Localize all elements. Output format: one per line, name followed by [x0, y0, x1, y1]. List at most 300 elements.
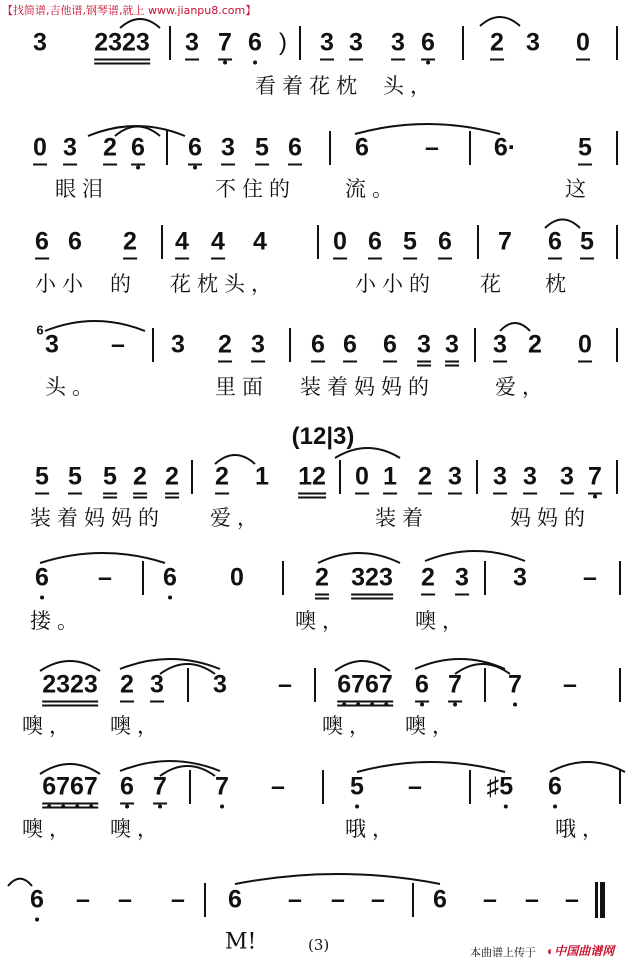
dash: –	[171, 885, 185, 914]
note-digit: 1	[383, 462, 397, 491]
note	[490, 28, 504, 57]
note-digit: 7	[508, 670, 522, 699]
slur	[120, 19, 160, 28]
slur	[335, 661, 390, 671]
dash: –	[98, 563, 112, 592]
dash: –	[525, 885, 539, 914]
note-digit: 2	[528, 330, 542, 359]
barline	[619, 668, 621, 702]
lyric: 装着妈妈的	[30, 506, 165, 530]
slur	[40, 553, 165, 563]
note	[213, 670, 227, 699]
note-digit: 6	[188, 133, 202, 162]
barline	[469, 131, 471, 165]
barline	[166, 131, 168, 165]
note-digit: 3	[445, 330, 459, 359]
note-digit: 6	[35, 227, 49, 256]
barline	[616, 460, 618, 494]
note	[349, 28, 363, 57]
note	[175, 227, 189, 256]
note-digit: 0	[576, 28, 590, 57]
note	[311, 330, 325, 359]
note	[580, 227, 594, 256]
note	[351, 563, 393, 592]
note-digit: 5	[35, 462, 49, 491]
note	[455, 563, 469, 592]
lyric: 眼泪	[55, 177, 109, 201]
dash: –	[331, 885, 345, 914]
note	[248, 28, 262, 57]
note	[433, 885, 447, 914]
note-digit: 2	[123, 227, 137, 256]
note-digit: 1	[298, 462, 312, 491]
note-digit: 3	[33, 28, 47, 57]
note-digit: 3	[493, 330, 507, 359]
note-digit: 1	[255, 462, 269, 491]
dash: –	[483, 885, 497, 914]
note-digit: 7	[215, 772, 229, 801]
slur	[318, 553, 400, 563]
lyric: 哦，	[345, 817, 399, 841]
lyric: 小小	[35, 272, 89, 296]
note-digit: 3	[221, 133, 235, 162]
site-logo	[547, 942, 614, 959]
slur	[355, 124, 500, 134]
note-digit: 3	[560, 462, 574, 491]
note	[355, 462, 369, 491]
note-digit: 6	[42, 772, 57, 801]
note	[35, 563, 49, 592]
dash: –	[408, 772, 422, 801]
note	[120, 772, 134, 801]
barline	[299, 26, 301, 60]
note	[498, 227, 512, 256]
dash: –	[425, 133, 439, 162]
note	[548, 772, 562, 801]
note	[103, 462, 117, 491]
note-digit: 6	[163, 563, 177, 592]
note-digit: 7	[498, 227, 512, 256]
slur	[415, 659, 505, 669]
barline	[477, 225, 479, 259]
note-digit: 3	[185, 28, 199, 57]
note-digit: 7	[378, 670, 393, 699]
note-digit: 6	[343, 330, 357, 359]
dash: –	[271, 772, 285, 801]
note	[493, 462, 507, 491]
note	[415, 670, 429, 699]
note-digit: 7	[56, 772, 70, 801]
note	[448, 670, 462, 699]
note	[94, 28, 150, 57]
note	[418, 462, 432, 491]
note-digit: 4	[175, 227, 189, 256]
note-digit: 2	[103, 133, 117, 162]
lyric: 噢，	[110, 817, 164, 841]
note-digit: 2	[122, 28, 136, 57]
note-digit: 3	[150, 670, 164, 699]
note	[150, 670, 164, 699]
barline	[616, 26, 618, 60]
note	[133, 462, 147, 491]
note	[333, 227, 347, 256]
note	[417, 330, 431, 359]
note-digit: 6	[30, 885, 44, 914]
lyric: 花枕头，	[170, 272, 278, 296]
slur	[357, 762, 505, 772]
note	[368, 227, 382, 256]
barline	[484, 668, 486, 702]
note	[343, 330, 357, 359]
note-digit: 6	[548, 227, 562, 256]
note-digit: 2	[365, 563, 379, 592]
lyric: 搂。	[30, 609, 84, 633]
note	[438, 227, 452, 256]
note-digit: 5	[578, 133, 592, 162]
note	[218, 330, 232, 359]
note	[355, 133, 369, 162]
slur	[160, 766, 215, 776]
dash: –	[565, 885, 579, 914]
note-digit: 6	[120, 772, 134, 801]
barline	[187, 668, 189, 702]
note	[391, 28, 405, 57]
slur	[120, 659, 220, 669]
note-digit: 0	[333, 227, 347, 256]
note-digit: 0	[33, 133, 47, 162]
note-digit: 0	[578, 330, 592, 359]
note-digit: 5	[255, 133, 269, 162]
dash: –	[76, 885, 90, 914]
note	[211, 227, 225, 256]
slur	[40, 661, 100, 671]
lyric: 噢，	[322, 714, 376, 738]
note	[493, 133, 517, 162]
lyric: 流。	[345, 177, 399, 201]
note	[560, 462, 574, 491]
note	[350, 772, 364, 801]
note	[315, 563, 329, 592]
note	[526, 28, 540, 57]
lyric: 装着	[375, 506, 429, 530]
lyric: 花	[480, 272, 507, 296]
note-digit: 6	[548, 772, 562, 801]
dash: –	[371, 885, 385, 914]
note	[215, 772, 229, 801]
slur	[8, 879, 32, 886]
lyric: 枕	[545, 272, 572, 296]
dash: –	[288, 885, 302, 914]
paren-close: )	[279, 29, 287, 56]
note-digit: 3	[45, 330, 59, 359]
note-digit: 7	[351, 670, 365, 699]
barline	[616, 225, 618, 259]
barline	[339, 460, 341, 494]
note-digit: ♯	[486, 772, 500, 801]
note	[403, 227, 417, 256]
dash: –	[563, 670, 577, 699]
lyric: 小小的	[355, 272, 436, 296]
note	[120, 670, 134, 699]
note-digit: 2	[315, 563, 329, 592]
note-digit: 2	[421, 563, 435, 592]
barline	[317, 225, 319, 259]
note-digit: 3	[391, 28, 405, 57]
note	[421, 563, 435, 592]
note	[68, 462, 82, 491]
note-digit: 2	[133, 462, 147, 491]
note	[103, 133, 117, 162]
lyric: 装着妈妈的	[300, 375, 435, 399]
note-digit: 7	[448, 670, 462, 699]
slur	[480, 17, 520, 26]
note-digit: 3	[351, 563, 366, 592]
lyric: 噢，	[22, 714, 76, 738]
dash: –	[111, 330, 125, 359]
note-digit: 2	[490, 28, 504, 57]
note	[588, 462, 602, 491]
note	[153, 772, 167, 801]
slur	[455, 664, 510, 674]
note	[188, 133, 202, 162]
note	[63, 133, 77, 162]
note	[253, 227, 267, 256]
note-digit: 6	[288, 133, 302, 162]
note-digit: 3	[320, 28, 334, 57]
note-digit: 3	[83, 670, 98, 699]
barline	[161, 225, 163, 259]
note	[576, 28, 590, 57]
note	[131, 133, 145, 162]
note	[230, 563, 244, 592]
site-banner: 【找简谱,吉他谱,钢琴谱,就上 www.jianpu8.com】	[2, 4, 257, 17]
note-digit: 6	[337, 670, 352, 699]
note-digit: 6	[355, 133, 369, 162]
note	[255, 462, 269, 491]
barline	[152, 328, 154, 362]
slur	[550, 762, 625, 772]
note-digit: 6	[131, 133, 145, 162]
note-digit: 7	[83, 772, 98, 801]
barline	[314, 668, 316, 702]
note	[221, 133, 235, 162]
note-digit: 7	[588, 462, 602, 491]
note-digit: 5	[580, 227, 594, 256]
lyric: 噢，	[110, 714, 164, 738]
note-digit: 6	[433, 885, 447, 914]
lyric: 噢，	[405, 714, 459, 738]
lyric: 妈妈的	[510, 506, 591, 530]
note	[383, 462, 397, 491]
slur	[45, 321, 145, 331]
note-digit: 3	[513, 563, 527, 592]
barline	[474, 328, 476, 362]
note-digit: 5	[350, 772, 364, 801]
note	[337, 670, 393, 699]
note	[578, 133, 592, 162]
barline	[616, 131, 618, 165]
barline	[191, 460, 193, 494]
note-digit: 3	[63, 133, 77, 162]
note-digit: 3	[251, 330, 265, 359]
note-digit: 5	[499, 772, 514, 801]
note-digit: 7	[153, 772, 167, 801]
note-digit: 2	[218, 330, 232, 359]
note-digit: 5	[68, 462, 82, 491]
note-digit: 3	[378, 563, 393, 592]
barline	[204, 883, 206, 917]
final-barline	[595, 882, 605, 918]
note	[33, 28, 47, 57]
barline	[616, 328, 618, 362]
lyric: 噢，	[295, 609, 349, 633]
note	[42, 772, 98, 801]
dash: –	[278, 670, 292, 699]
logo-text: 中国曲谱网	[554, 944, 615, 958]
note	[185, 28, 199, 57]
note	[45, 330, 59, 359]
barline	[462, 26, 464, 60]
note-digit: 4	[211, 227, 225, 256]
note	[123, 227, 137, 256]
note-digit: 3	[455, 563, 469, 592]
slur	[425, 551, 525, 561]
slur	[235, 874, 440, 884]
note	[215, 462, 229, 491]
note-digit: 2	[70, 670, 84, 699]
barline	[142, 561, 144, 595]
barline	[322, 770, 324, 804]
note-digit: 0	[230, 563, 244, 592]
note-digit: 6	[248, 28, 262, 57]
note	[508, 670, 522, 699]
note-digit: 4	[253, 227, 267, 256]
page-number: (3)	[308, 936, 330, 954]
lyric: 里面	[215, 375, 269, 399]
lyric: 头。	[45, 375, 99, 399]
barline	[412, 883, 414, 917]
note-digit: 6	[365, 670, 379, 699]
note-digit: 2	[120, 670, 134, 699]
note	[578, 330, 592, 359]
note	[298, 462, 326, 491]
note	[288, 133, 302, 162]
note	[493, 330, 507, 359]
note	[42, 670, 98, 699]
note-digit: 3	[135, 28, 150, 57]
note-digit: 6	[493, 133, 508, 162]
note	[421, 28, 435, 57]
lyric: 哦，	[555, 817, 609, 841]
lyric: 噢，	[415, 609, 469, 633]
barline	[469, 770, 471, 804]
note	[513, 563, 527, 592]
note-digit: 2	[94, 28, 109, 57]
note-digit: 6	[383, 330, 397, 359]
lyric: 这	[565, 177, 592, 201]
note-digit: 6	[35, 563, 49, 592]
note	[30, 885, 44, 914]
note-digit: 0	[355, 462, 369, 491]
lyric: M!	[225, 929, 257, 955]
alternate-notes: (12|3)	[291, 423, 355, 450]
note-digit: 3	[526, 28, 540, 57]
note	[320, 28, 334, 57]
lyric: 爱，	[495, 375, 549, 399]
note-digit: 2	[165, 462, 179, 491]
note-digit: ·	[507, 133, 517, 162]
note	[486, 772, 514, 801]
lyric: 看着花枕	[255, 74, 363, 98]
note-digit: 3	[171, 330, 185, 359]
note-digit: 3	[523, 462, 537, 491]
barline	[282, 561, 284, 595]
note-digit: 2	[418, 462, 432, 491]
barline	[619, 561, 621, 595]
note-digit: 3	[213, 670, 227, 699]
note-digit: 7	[218, 28, 232, 57]
barline	[289, 328, 291, 362]
barline	[476, 460, 478, 494]
note	[68, 227, 82, 256]
note-digit: 3	[108, 28, 122, 57]
slur	[120, 761, 220, 771]
barline	[189, 770, 191, 804]
note	[218, 28, 232, 57]
note-digit: 6	[368, 227, 382, 256]
note-digit: 6	[70, 772, 84, 801]
note	[523, 462, 537, 491]
note	[548, 227, 562, 256]
note-digit: 5	[103, 462, 117, 491]
note	[448, 462, 462, 491]
note-digit: 6	[415, 670, 429, 699]
note	[163, 563, 177, 592]
note	[228, 885, 242, 914]
note-digit: 6	[228, 885, 242, 914]
note	[445, 330, 459, 359]
barline	[169, 26, 171, 60]
note-digit: 2	[42, 670, 57, 699]
grace-note: 6	[36, 322, 44, 338]
lyric: 头，	[383, 74, 437, 98]
logo-icon: ◐	[547, 944, 555, 958]
note-digit: 2	[312, 462, 326, 491]
note	[255, 133, 269, 162]
note	[528, 330, 542, 359]
barline	[619, 770, 621, 804]
note	[165, 462, 179, 491]
note	[383, 330, 397, 359]
note-digit: 5	[403, 227, 417, 256]
upload-text: 本曲谱上传于	[470, 947, 536, 959]
note-digit: 2	[215, 462, 229, 491]
dash: –	[118, 885, 132, 914]
barline	[484, 561, 486, 595]
note-digit: 3	[448, 462, 462, 491]
note	[35, 462, 49, 491]
lyric: 爱，	[210, 506, 264, 530]
note-digit: 6	[421, 28, 435, 57]
note-digit: 6	[438, 227, 452, 256]
note	[33, 133, 47, 162]
lyric: 噢，	[22, 817, 76, 841]
note-digit: 6	[68, 227, 82, 256]
note-digit: 6	[311, 330, 325, 359]
note-digit: 3	[56, 670, 70, 699]
note	[35, 227, 49, 256]
note-digit: 3	[349, 28, 363, 57]
